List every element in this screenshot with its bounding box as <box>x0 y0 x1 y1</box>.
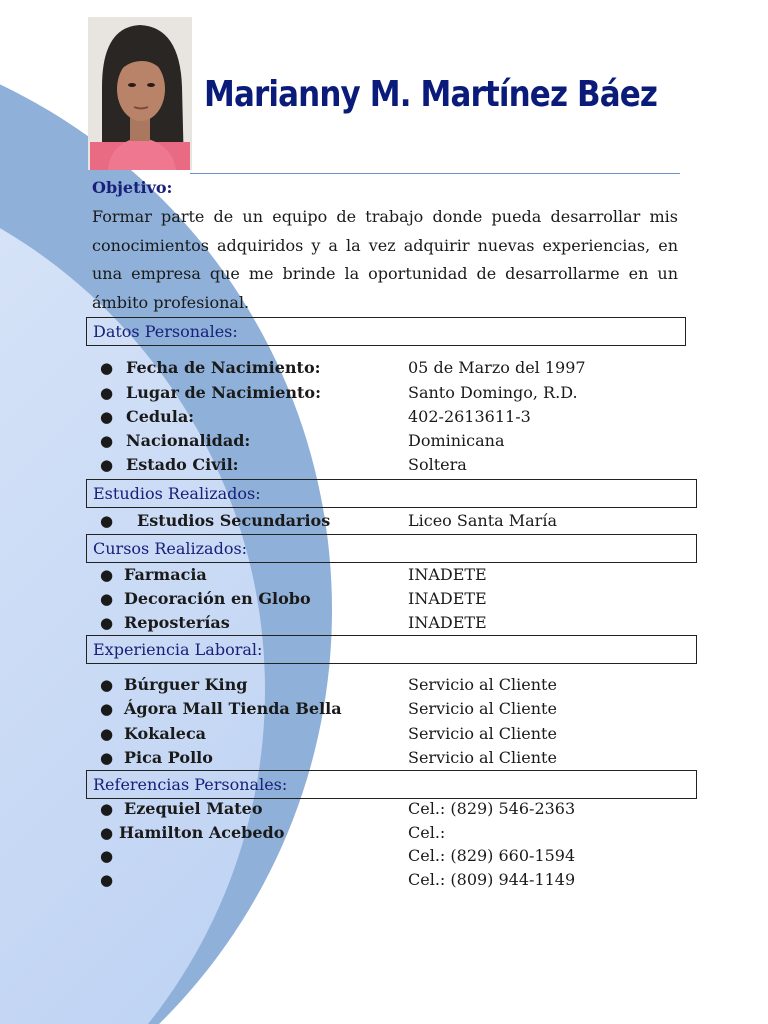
bullet-icon: ● <box>100 384 114 402</box>
bullet-icon: ● <box>100 566 114 584</box>
study-item-value: Liceo Santa María <box>408 511 557 530</box>
personal-item-label: Lugar de Nacimiento: <box>126 383 321 402</box>
reference-item-value: Cel.: (809) 944-1149 <box>408 870 576 889</box>
experience-item-value: Servicio al Cliente <box>408 675 557 694</box>
bullet-icon: ● <box>100 590 114 608</box>
bullet-icon: ● <box>100 800 114 818</box>
bullet-icon: ● <box>100 824 114 842</box>
bullet-icon: ● <box>100 456 114 474</box>
course-item-value: INADETE <box>408 613 487 632</box>
experience-item-label: Pica Pollo <box>124 748 213 767</box>
course-item-value: INADETE <box>408 589 487 608</box>
personal-item-value: Santo Domingo, R.D. <box>408 383 578 402</box>
personal-item-label: Nacionalidad: <box>126 431 251 450</box>
study-item-label: Estudios Secundarios <box>137 511 331 530</box>
bullet-icon: ● <box>100 725 114 743</box>
bullet-icon: ● <box>100 676 114 694</box>
objective-text: Formar parte de un equipo de trabajo donde pueda desarrollar mis conocimientos adquiridos y a la vez adquirir nuevas experiencias, en una empresa que me brinde la oportunidad de desarrollarme en un ámbito profesional. <box>92 207 678 312</box>
bullet-icon: ● <box>100 512 114 530</box>
experience-item-value: Servicio al Cliente <box>408 699 557 718</box>
reference-item-label: Ezequiel Mateo <box>124 799 263 818</box>
reference-item-value: Cel.: (829) 660-1594 <box>408 846 576 865</box>
reference-item-value: Cel.: <box>408 823 446 842</box>
experience-item-label: Ágora Mall Tienda Bella <box>124 699 342 718</box>
personal-item-value: Dominicana <box>408 431 505 450</box>
personal-item-value: 05 de Marzo del 1997 <box>408 358 586 377</box>
course-item-label: Reposterías <box>124 613 230 632</box>
bullet-icon: ● <box>100 359 114 377</box>
personal-item-label: Estado Civil: <box>126 455 239 474</box>
experience-item-label: Búrguer King <box>124 675 248 694</box>
personal-data-heading: Datos Personales: <box>86 317 686 346</box>
bullet-icon: ● <box>100 700 114 718</box>
reference-item-label: Hamilton Acebedo <box>119 823 285 842</box>
bullet-icon: ● <box>100 408 114 426</box>
objective-heading: Objetivo: <box>92 178 173 197</box>
experience-item-value: Servicio al Cliente <box>408 724 557 743</box>
bullet-icon: ● <box>100 614 114 632</box>
personal-item-value: Soltera <box>408 455 467 474</box>
bullet-icon: ● <box>100 871 114 889</box>
personal-item-label: Cedula: <box>126 407 195 426</box>
experience-heading: Experiencia Laboral: <box>86 635 697 664</box>
course-item-label: Farmacia <box>124 565 207 584</box>
experience-item-label: Kokaleca <box>124 724 207 743</box>
course-item-label: Decoración en Globo <box>124 589 311 608</box>
personal-item-label: Fecha de Nacimiento: <box>126 358 321 377</box>
candidate-name: Marianny M. Martínez Báez <box>204 74 658 115</box>
studies-heading: Estudios Realizados: <box>86 479 697 508</box>
course-item-value: INADETE <box>408 565 487 584</box>
experience-item-value: Servicio al Cliente <box>408 748 557 767</box>
bullet-icon: ● <box>100 847 114 865</box>
personal-item-value: 402-2613611-3 <box>408 407 531 426</box>
bullet-icon: ● <box>100 432 114 450</box>
reference-item-value: Cel.: (829) 546-2363 <box>408 799 576 818</box>
bullet-icon: ● <box>100 749 114 767</box>
courses-heading: Cursos Realizados: <box>86 534 697 563</box>
references-heading: Referencias Personales: <box>86 770 697 799</box>
